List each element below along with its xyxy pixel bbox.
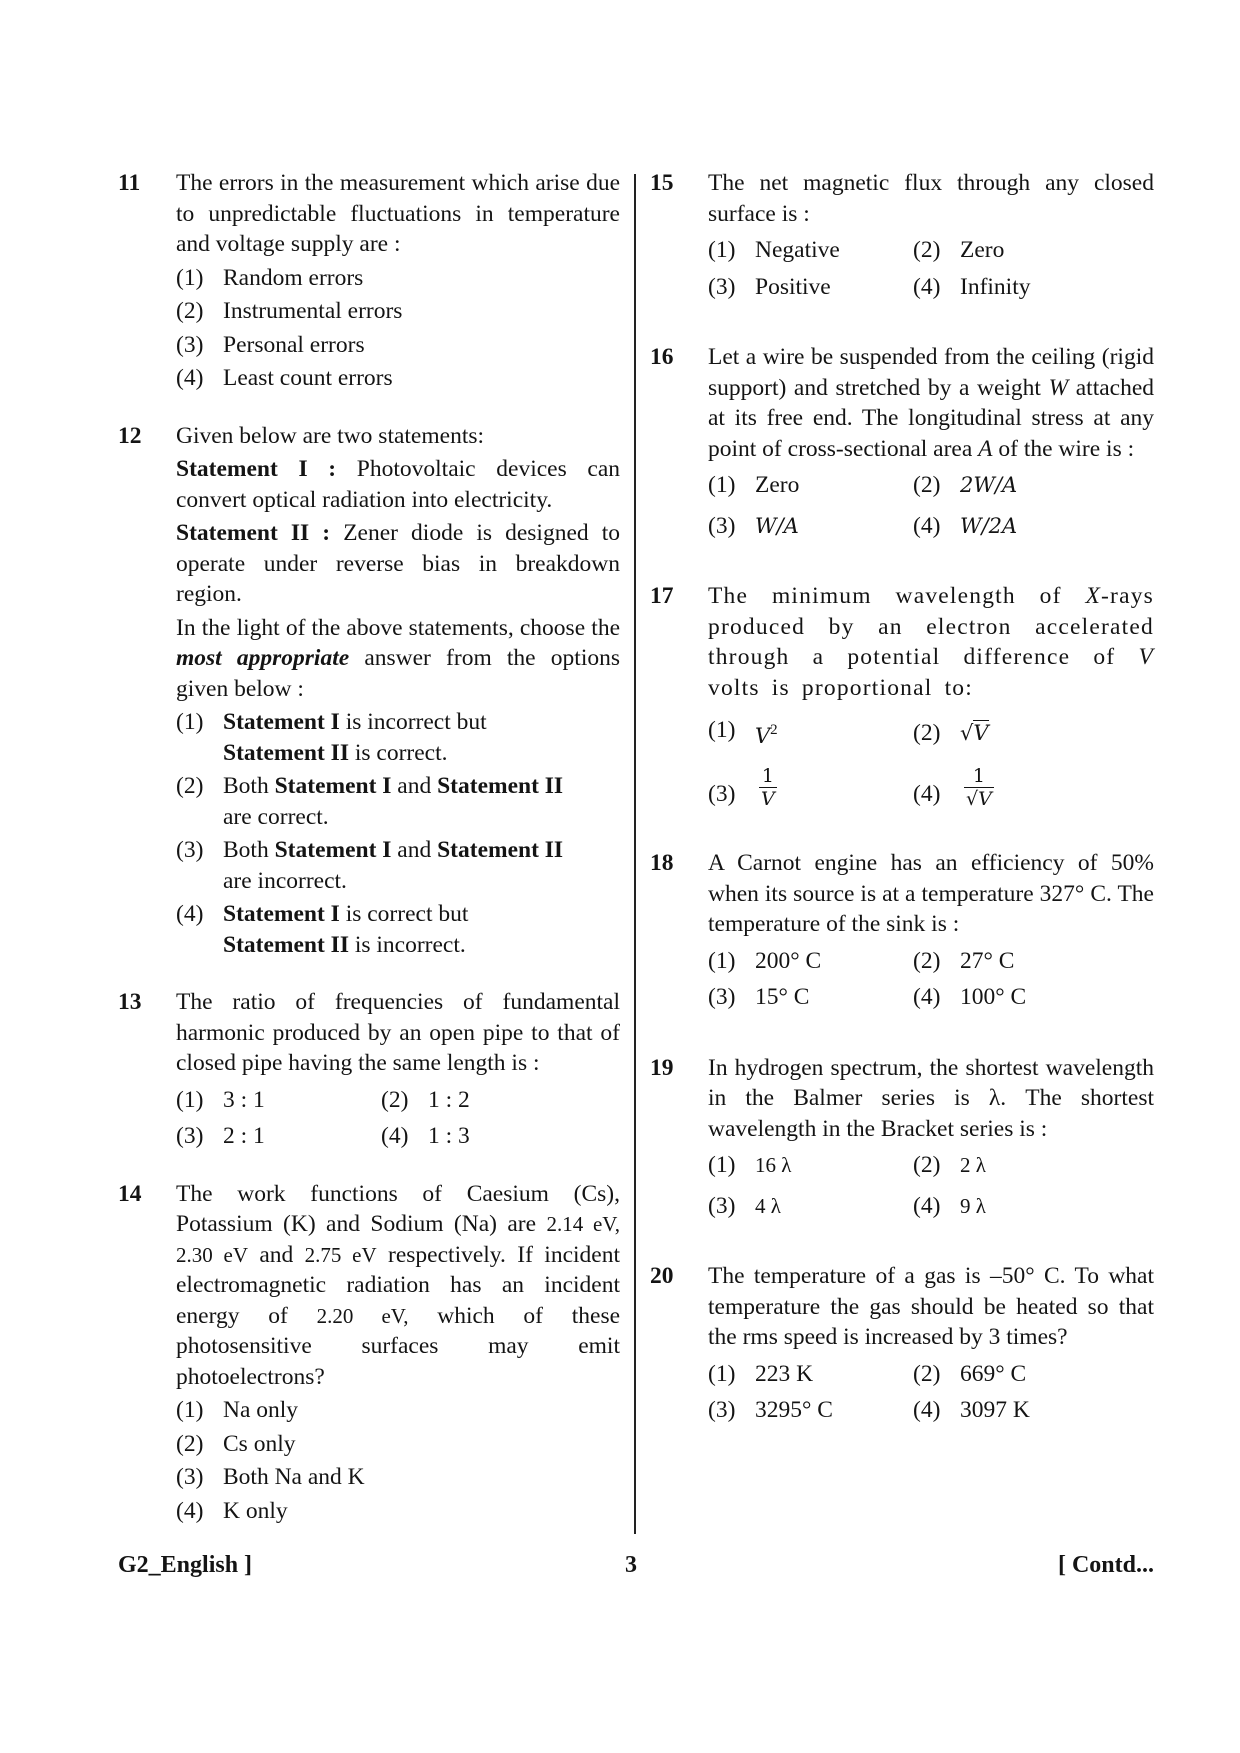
question-15 xyxy=(650,168,1154,302)
footer-page-number: 3 xyxy=(625,1552,637,1578)
question-number: 18 xyxy=(650,850,674,877)
option-4: (4) 9 λ xyxy=(913,1192,986,1219)
work-function-cs: 2.14 eV, xyxy=(546,1212,621,1236)
option-number: (3) xyxy=(176,331,204,358)
column-divider xyxy=(634,174,636,1534)
option-3 xyxy=(176,330,620,361)
question-number: 17 xyxy=(650,583,674,609)
option-4: (4) Infinity xyxy=(913,273,1031,300)
statement-1 xyxy=(176,454,620,515)
option-number: (2) xyxy=(176,773,204,799)
incident-energy: 2.20 eV, xyxy=(316,1303,409,1328)
option-2: (2) Both Statement I and Statement II are correct. xyxy=(176,773,564,830)
statement-2 xyxy=(176,518,620,610)
option-1: (1) $V^2$ xyxy=(708,717,778,748)
question-17 xyxy=(650,581,1154,810)
work-function-k: 2.30 eV xyxy=(176,1242,248,1267)
option-text: Random errors xyxy=(223,264,364,291)
option-number: (1) xyxy=(176,709,204,735)
question-number: 11 xyxy=(118,170,141,196)
option-3: (3) W/A xyxy=(708,512,799,539)
question-number: 12 xyxy=(118,422,142,449)
question-stem: The temperature of a gas is –50° C. To what temperature the gas should be heated so that the rms speed is increased by 3 times? xyxy=(708,1263,1154,1351)
question-instruction: In the light of the above statements, choose the most appropriate answer from the options given below : xyxy=(176,614,620,702)
question-11 xyxy=(118,168,620,394)
option-number: (2) xyxy=(176,298,204,324)
option-4: (4) 100° C xyxy=(913,984,1027,1011)
question-stem: The errors in the measurement which arise due to unpredictable fluctuations in temperature and voltage supply are : xyxy=(176,170,620,257)
question-18 xyxy=(650,848,1154,1013)
footer-booklet-code: G2_English ] xyxy=(118,1552,253,1578)
question-stem: Let a wire be suspended from the ceiling (rigid support) and stretched by a weight W attached at its free end. The longitudinal stress at any point of cross-sectional area A of the wire is : xyxy=(708,344,1155,462)
question-13 xyxy=(118,987,620,1152)
option-1: (1) Statement I is incorrect but Statement II is correct. xyxy=(176,709,487,766)
option-number: (4) xyxy=(176,901,204,927)
question-stem: The work functions of Caesium (Cs), Potassium (K) and Sodium (Na) are 2.14 eV, 2.30 eV and 2.75 eV respectively. If incident electromagnetic radiation has an incident energy of 2.20 eV, which of these photosensitive surfaces may emit photoelectrons? xyxy=(176,1180,621,1390)
statement-text: Photovoltaic devices can convert optical radiation into electricity. xyxy=(176,456,621,513)
question-number: 15 xyxy=(650,170,674,196)
fraction: $\frac{1}{V}$ xyxy=(761,765,775,811)
variable-a: A xyxy=(978,435,993,462)
right-column xyxy=(650,168,1154,1426)
options-grid xyxy=(708,946,1154,1013)
option-3: (3) $\frac{1}{V}$ xyxy=(708,765,775,811)
option-3: (3) 3295° C xyxy=(708,1397,833,1424)
option-2: (2) 2 λ xyxy=(913,1152,986,1179)
question-number: 20 xyxy=(650,1263,674,1290)
option-1: (1) 16 λ xyxy=(708,1152,792,1179)
option-3: (3) Positive xyxy=(708,273,831,300)
emphasis-text: most appropriate xyxy=(176,645,350,671)
options-grid xyxy=(708,715,1154,810)
question-16 xyxy=(650,342,1154,541)
option-1: (1) Zero xyxy=(708,472,800,498)
option-2: (2) 1 : 2 xyxy=(381,1086,470,1113)
question-12 xyxy=(118,421,620,961)
variable-x: X xyxy=(1085,583,1102,609)
variable-w: W xyxy=(1048,374,1069,401)
options-grid xyxy=(176,1085,620,1152)
question-20 xyxy=(650,1261,1154,1426)
left-column xyxy=(118,168,620,1526)
option-number: (3) xyxy=(176,837,204,863)
option-4: (4) 3097 K xyxy=(913,1397,1030,1424)
statement-text: Zener diode is designed to operate under reverse bias in breakdown region. xyxy=(176,520,621,607)
option-4: (4) $\frac{1}{√V}$ xyxy=(913,765,992,811)
question-number: 14 xyxy=(118,1180,142,1207)
option-1: (1) 3 : 1 xyxy=(176,1086,265,1113)
option-3: (3) Both Statement I and Statement II are incorrect. xyxy=(176,837,564,894)
question-14 xyxy=(118,1179,620,1527)
option-4 xyxy=(176,363,620,394)
option-text: Instrumental errors xyxy=(223,298,403,324)
variable-v: V xyxy=(1138,644,1155,670)
option-number: (4) xyxy=(176,365,204,391)
question-stem: The minimum wavelength of X-rays produced by an electron accelerated through a potential difference of V volts is proportional to: xyxy=(708,583,1155,701)
question-number: 19 xyxy=(650,1054,674,1081)
option-2: (2) 2W/A xyxy=(913,472,1018,498)
question-number: 13 xyxy=(118,989,142,1015)
options-grid xyxy=(708,470,1154,541)
fraction: $\frac{1}{√V}$ xyxy=(966,765,992,811)
option-2: (2) 669° C xyxy=(913,1360,1027,1387)
question-stem: A Carnot engine has an efficiency of 50% when its source is at a temperature 327° C. The temperature of the sink is : xyxy=(708,850,1154,938)
question-stem: The net magnetic flux through any closed surface is : xyxy=(708,170,1154,227)
option-4: (4) Statement I is correct but Statement II is incorrect. xyxy=(176,901,469,958)
option-2: (2) Cs only xyxy=(176,1430,296,1457)
option-4: (4) 1 : 3 xyxy=(381,1123,470,1149)
option-number: (1) xyxy=(176,264,204,291)
option-3: (3) 2 : 1 xyxy=(176,1123,265,1149)
options-grid xyxy=(708,1150,1154,1221)
option-1: (1) 223 K xyxy=(708,1360,814,1387)
footer-continued: [ Contd... xyxy=(1057,1552,1154,1578)
options-grid xyxy=(708,235,1154,302)
option-3: (3) Both Na and K xyxy=(176,1464,365,1490)
statement-label: Statement II : xyxy=(176,520,331,546)
option-1: (1) 200° C xyxy=(708,947,822,974)
option-3: (3) 4 λ xyxy=(708,1192,781,1219)
option-1: (1) Na only xyxy=(176,1397,299,1423)
question-stem: The ratio of frequencies of fundamental harmonic produced by an open pipe to that of closed pipe having the same length is : xyxy=(176,989,620,1076)
option-1 xyxy=(176,263,620,294)
option-4: (4) K only xyxy=(176,1497,288,1524)
option-1: (1) Negative xyxy=(708,237,840,263)
option-2 xyxy=(176,296,620,327)
option-3: (3) 15° C xyxy=(708,984,810,1011)
question-19 xyxy=(650,1053,1154,1222)
lambda-symbol: λ. xyxy=(988,1085,1007,1112)
question-stem: In hydrogen spectrum, the shortest wavelength in the Balmer series is λ. The shortest wavelength in the Bracket series is : xyxy=(708,1054,1155,1142)
option-2: (2) Zero xyxy=(913,237,1005,263)
statement-label: Statement I : xyxy=(176,456,337,482)
question-intro: Given below are two statements: xyxy=(176,422,485,449)
option-text: Personal errors xyxy=(223,331,365,358)
question-number: 16 xyxy=(650,344,674,370)
option-4: (4) W/2A xyxy=(913,512,1018,539)
option-2: (2) √V xyxy=(913,719,989,746)
option-text: Least count errors xyxy=(223,365,393,391)
option-2: (2) 27° C xyxy=(913,947,1015,974)
options-grid xyxy=(708,1359,1154,1426)
work-function-na: 2.75 eV xyxy=(304,1242,377,1267)
